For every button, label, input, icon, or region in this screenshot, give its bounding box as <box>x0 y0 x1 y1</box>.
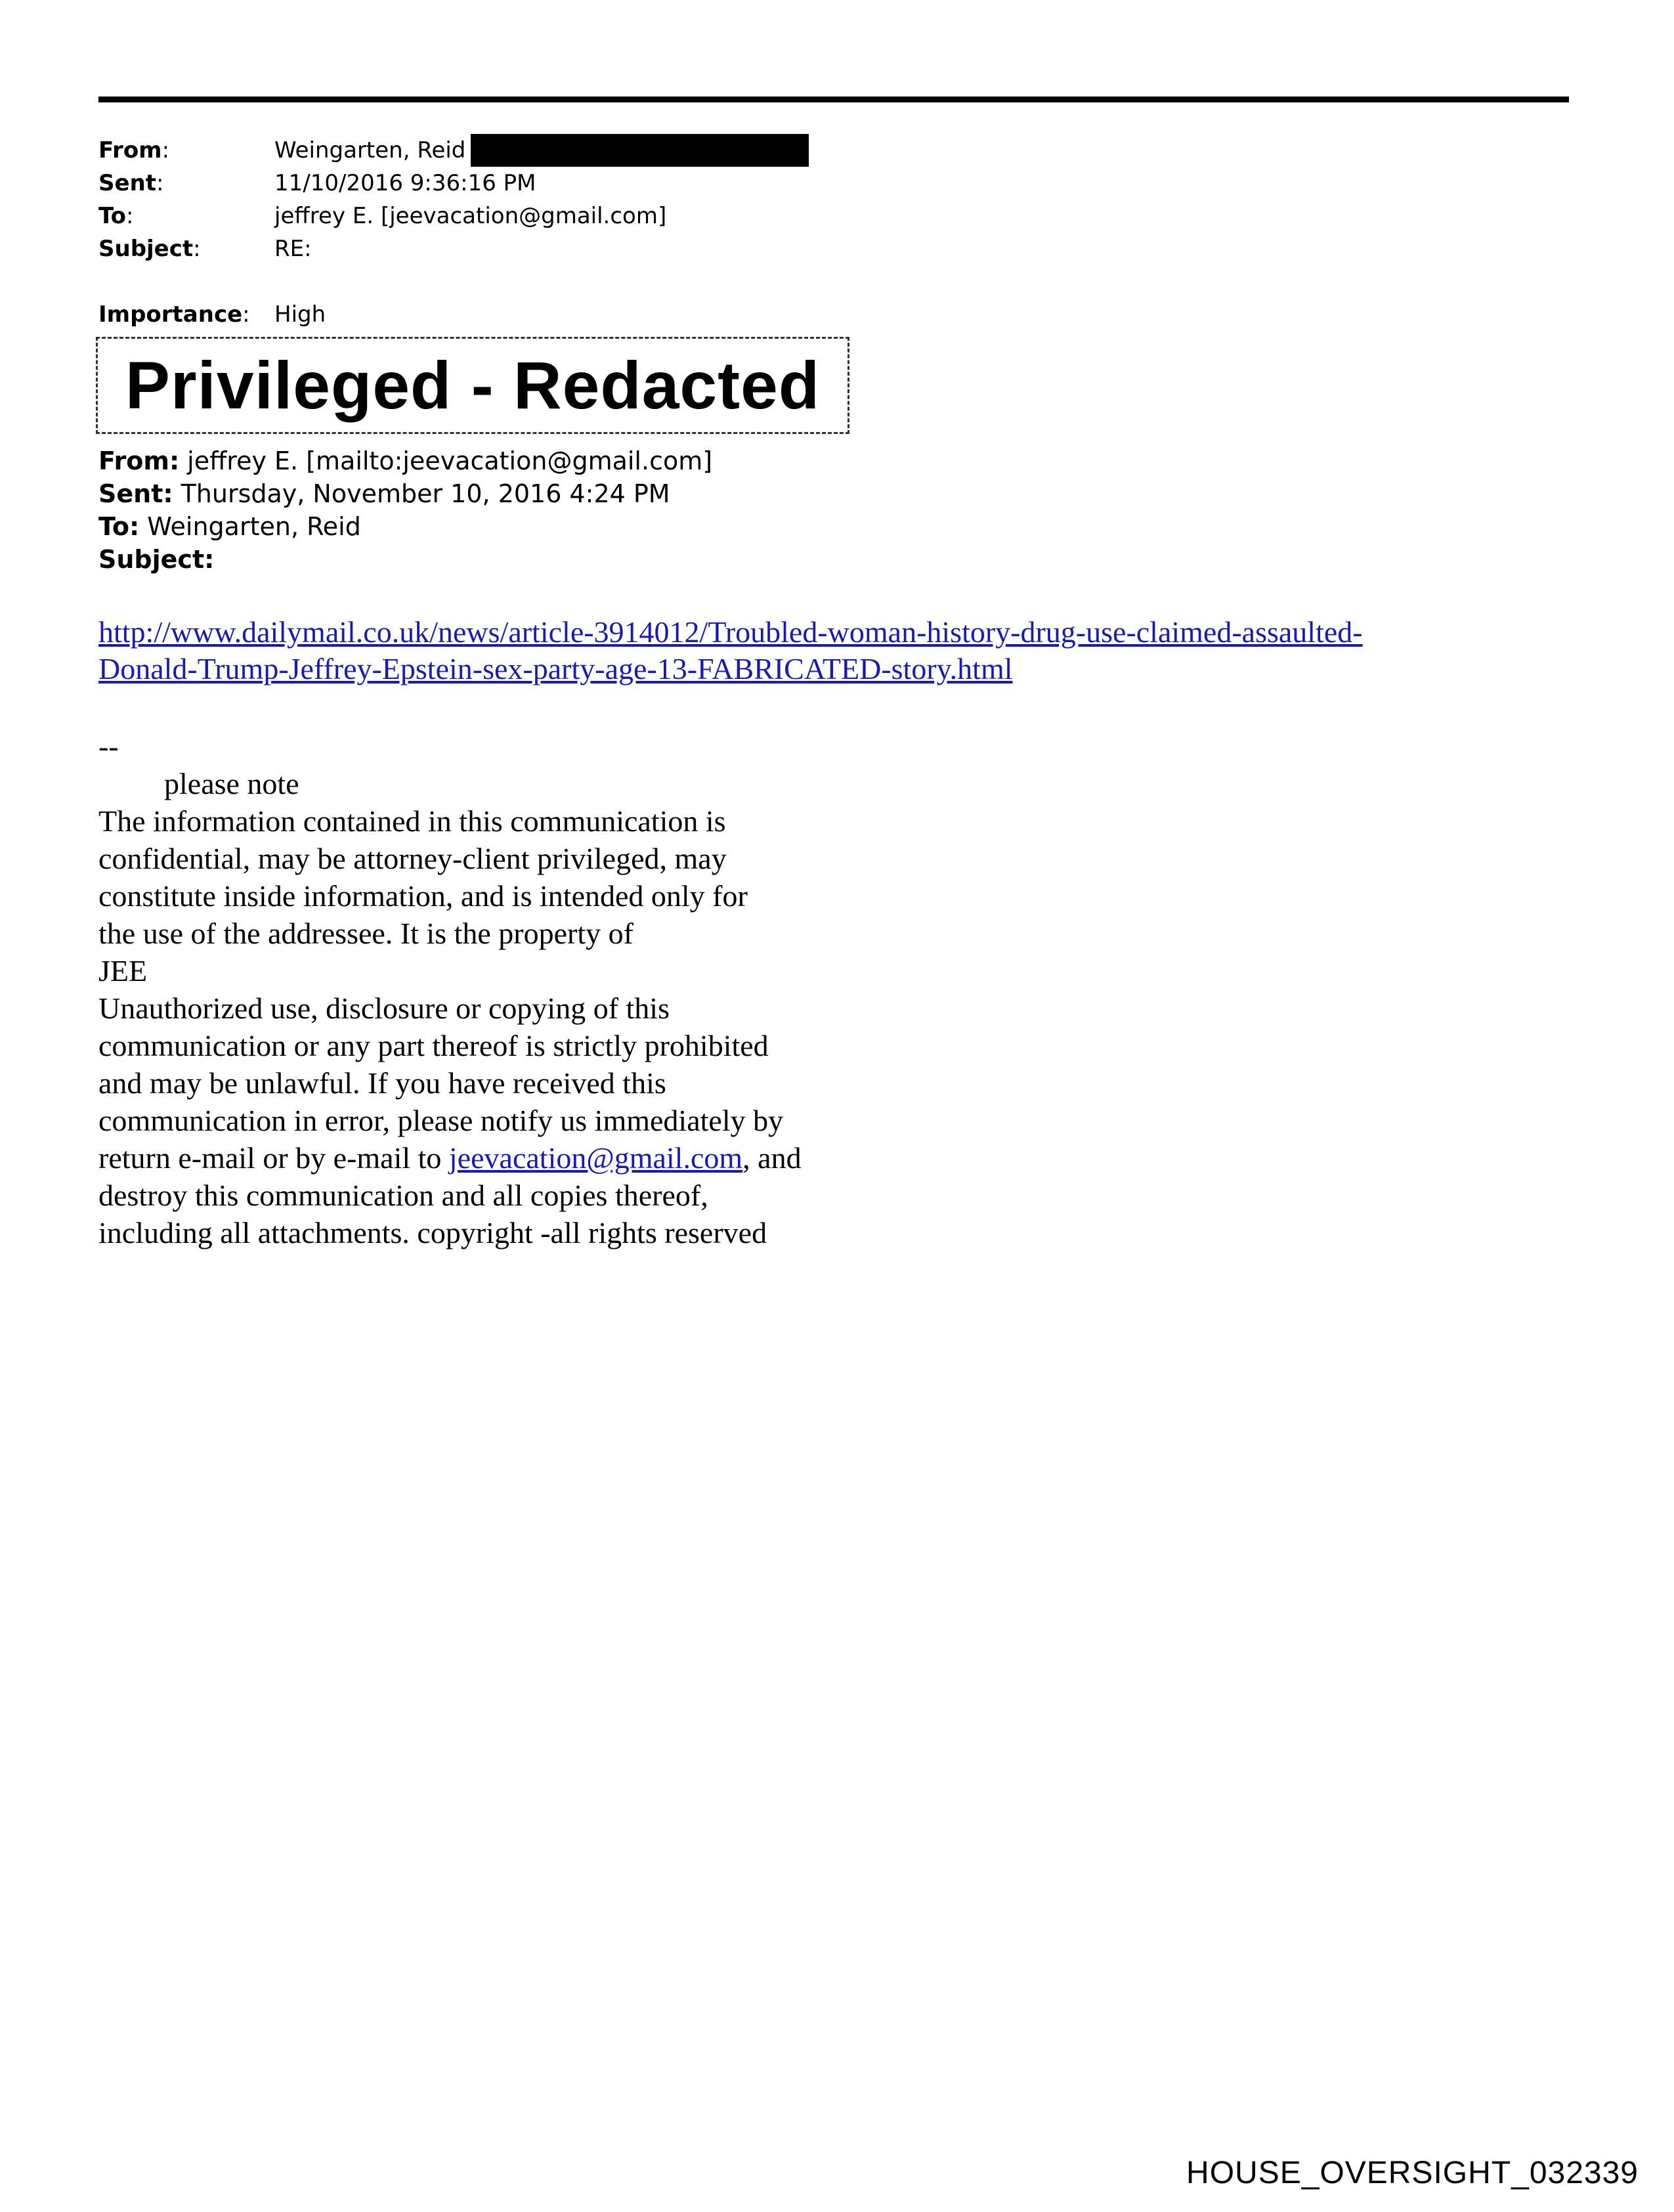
return-suffix: , and <box>742 1141 802 1175</box>
fwd-subject-label: Subject: <box>98 545 215 574</box>
redaction-bar <box>471 134 809 167</box>
subject-label: Subject <box>98 236 194 262</box>
forwarded-header <box>98 445 712 576</box>
from-row: From: Weingarten, Reid <box>98 134 809 167</box>
fwd-to-value: Weingarten, Reid <box>147 512 361 541</box>
to-value: jeffrey E. [jeevacation@gmail.com] <box>274 203 667 229</box>
fwd-sent-value: Thursday, November 10, 2016 4:24 PM <box>181 479 670 508</box>
top-rule <box>98 97 1569 102</box>
sent-value: 11/10/2016 9:36:16 PM <box>274 170 536 196</box>
fwd-to-row <box>98 510 712 543</box>
disclaimer-line: and may be unlawful. If you have received this <box>98 1066 666 1100</box>
to-row: To: jeffrey E. [jeevacation@gmail.com] <box>98 203 667 229</box>
return-email-link[interactable]: jeevacation@gmail.com <box>448 1141 743 1175</box>
signature-separator: -- <box>98 729 119 763</box>
email-header <box>98 134 809 331</box>
disclaimer-line: destroy this communication and all copies thereof, <box>98 1179 708 1212</box>
importance-label: Importance <box>98 301 243 328</box>
return-prefix: return e-mail or by e-mail to <box>98 1141 449 1175</box>
article-link-line-1[interactable]: http://www.dailymail.co.uk/news/article-3914012/Troubled-woman-history-drug-use-claimed-assaulted- <box>98 615 1363 649</box>
importance-value: High <box>274 301 326 328</box>
article-link-line-2[interactable]: Donald-Trump-Jeffrey-Epstein-sex-party-age-13-FABRICATED-story.html <box>98 652 1013 685</box>
importance-row: Importance: High <box>98 301 326 328</box>
stamp-text: Privileged - Redacted <box>125 347 821 423</box>
document-id: HOUSE_OVERSIGHT_032339 <box>1186 2156 1639 2190</box>
disclaimer-line: confidential, may be attorney-client privileged, may <box>98 842 727 875</box>
article-link[interactable] <box>98 614 1569 687</box>
disclaimer-line: The information contained in this communication is <box>98 804 726 838</box>
from-label: From <box>98 137 162 163</box>
fwd-sent-label: Sent: <box>98 479 173 508</box>
sent-label: Sent <box>98 170 157 196</box>
from-value: Weingarten, Reid <box>274 137 466 163</box>
fwd-to-label: To: <box>98 512 140 541</box>
fwd-from-value: jeffrey E. [mailto:jeevacation@gmail.com] <box>187 446 713 475</box>
please-note: please note <box>164 767 299 800</box>
fwd-from-label: From: <box>98 446 180 475</box>
disclaimer-line: Unauthorized use, disclosure or copying of this <box>98 991 670 1025</box>
disclaimer-line: communication in error, please notify us immediately by <box>98 1104 784 1137</box>
fwd-sent-row <box>98 477 712 510</box>
disclaimer-line: communication or any part thereof is strictly prohibited <box>98 1029 769 1062</box>
sent-row: Sent: 11/10/2016 9:36:16 PM <box>98 170 536 196</box>
subject-row: Subject: RE: <box>98 236 312 262</box>
disclaimer-line: the use of the addressee. It is the property of <box>98 917 633 950</box>
subject-value: RE: <box>274 236 312 262</box>
disclaimer <box>98 727 952 1251</box>
fwd-subject-row <box>98 543 712 576</box>
to-label: To <box>98 203 127 229</box>
privileged-redacted-stamp <box>96 337 849 434</box>
disclaimer-line: including all attachments. copyright -all rights reserved <box>98 1216 767 1249</box>
disclaimer-line: constitute inside information, and is intended only for <box>98 879 748 913</box>
fwd-from-row <box>98 445 712 477</box>
disclaimer-line: JEE <box>98 954 148 987</box>
disclaimer-return-line <box>98 1139 952 1177</box>
